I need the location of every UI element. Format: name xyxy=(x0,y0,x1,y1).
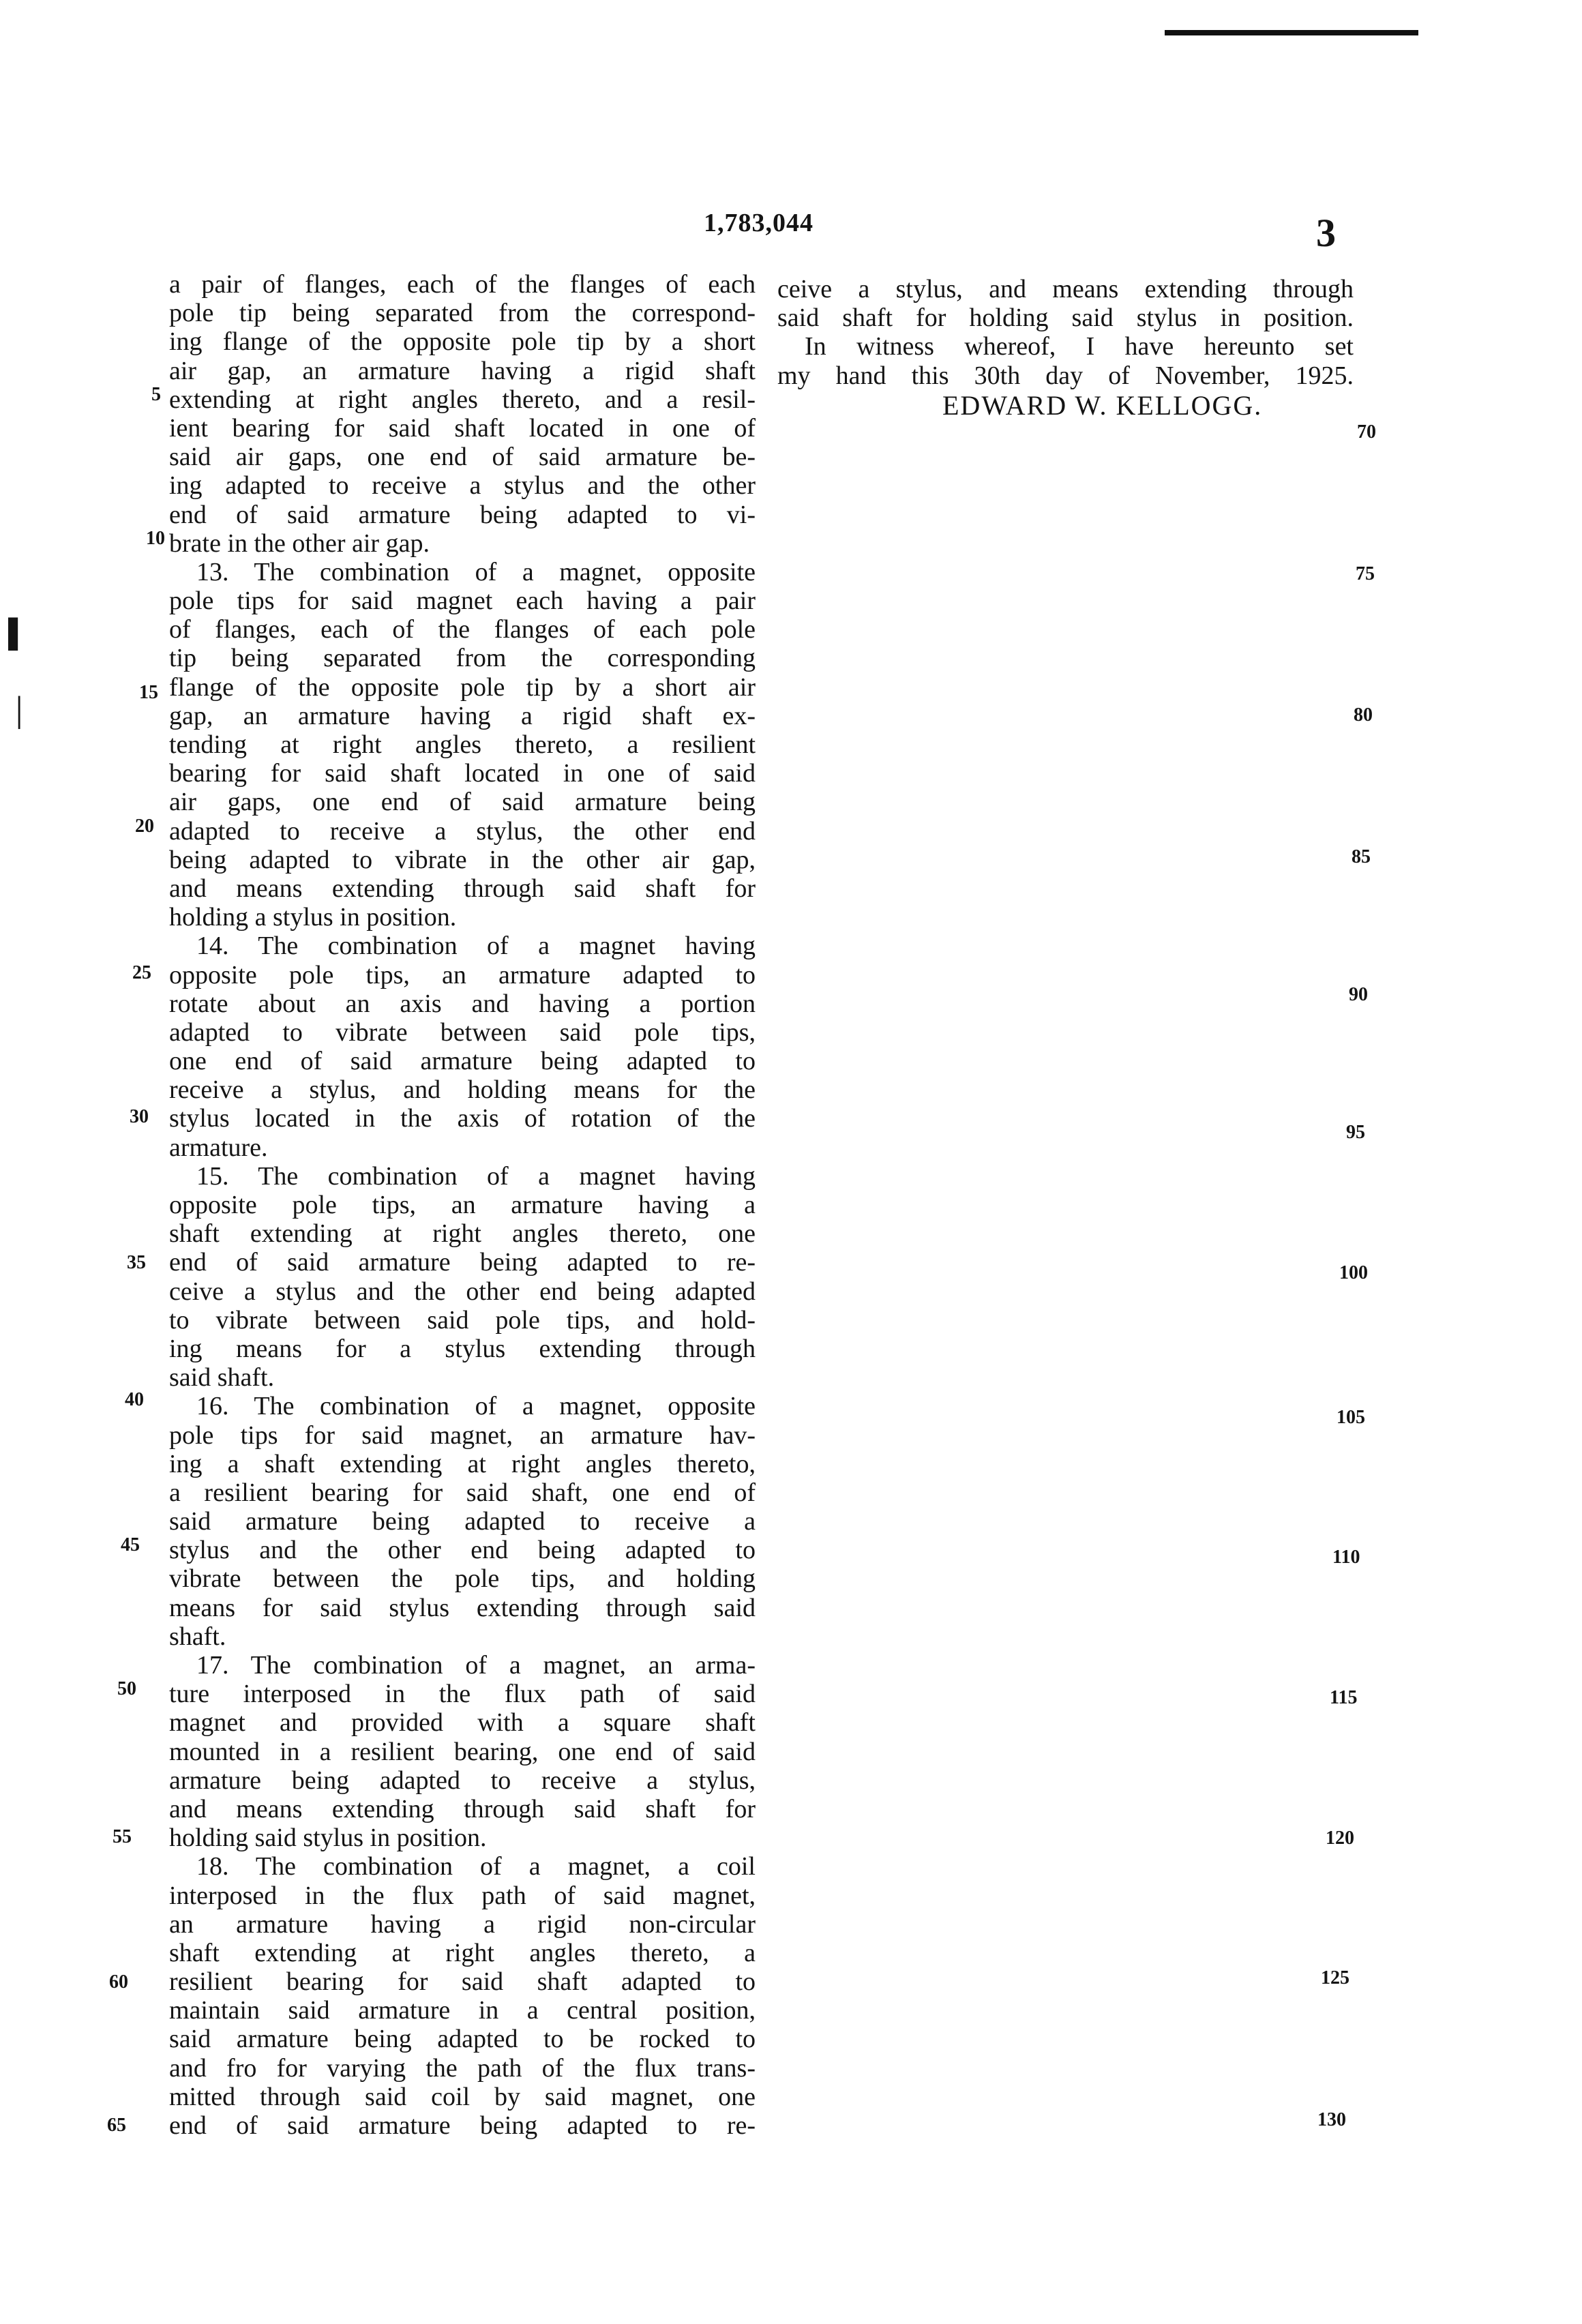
text-line: gap, an armature having a rigid shaft ex- xyxy=(169,701,756,730)
line-number: 35 xyxy=(127,1252,146,1273)
line-number: 110 xyxy=(1332,1547,1360,1568)
text-line: and fro for varying the path of the flux trans- xyxy=(169,2053,756,2083)
inventor-signature: EDWARD W. KELLOGG. xyxy=(942,390,1263,421)
text-line: rotate about an axis and having a portion xyxy=(169,989,756,1018)
text-line: opposite pole tips, an armature having a xyxy=(169,1191,756,1219)
line-number: 60 xyxy=(109,1971,128,1993)
page-number: 3 xyxy=(1316,211,1336,255)
text-line: said shaft for holding said stylus in position. xyxy=(777,303,1354,333)
text-line: adapted to vibrate between said pole tips, xyxy=(169,1017,756,1047)
line-number: 105 xyxy=(1337,1407,1365,1428)
line-number: 90 xyxy=(1349,984,1368,1005)
line-number: 30 xyxy=(130,1106,149,1127)
text-line: means for said stylus extending through said xyxy=(169,1593,756,1622)
line-number: 125 xyxy=(1321,1967,1349,1988)
text-line: stylus located in the axis of rotation of the xyxy=(169,1104,756,1133)
text-line: air gap, an armature having a rigid shaft xyxy=(169,356,756,385)
text-line: ing flange of the opposite pole tip by a short xyxy=(169,327,756,357)
text-line: said air gaps, one end of said armature be- xyxy=(169,443,756,472)
text-line: resilient bearing for said shaft adapted to xyxy=(169,1967,756,1997)
text-line: brate in the other air gap. xyxy=(169,528,430,558)
text-line: ient bearing for said shaft located in one of xyxy=(169,413,756,443)
line-number: 130 xyxy=(1317,2109,1346,2130)
line-number: 20 xyxy=(135,816,154,837)
claim-18-start: 18. The combination of a magnet, a coil xyxy=(196,1852,756,1881)
text-line: end of said armature being adapted to re- xyxy=(169,1248,756,1277)
text-line: tending at right angles thereto, a resilient xyxy=(169,730,756,759)
text-line: ceive a stylus, and means extending through xyxy=(777,275,1354,303)
text-line: a pair of flanges, each of the flanges of each xyxy=(169,270,756,299)
text-line: one end of said armature being adapted to xyxy=(169,1047,756,1076)
text-line: end of said armature being adapted to re- xyxy=(169,2111,756,2140)
line-number: 10 xyxy=(146,528,165,549)
text-line: stylus and the other end being adapted to xyxy=(169,1536,756,1565)
text-line: bearing for said shaft located in one of said xyxy=(169,759,756,788)
line-number: 55 xyxy=(113,1826,132,1847)
line-number: 75 xyxy=(1356,563,1375,584)
text-line: ing means for a stylus extending through xyxy=(169,1334,756,1363)
text-line: said armature being adapted to receive a xyxy=(169,1507,756,1536)
line-number: 115 xyxy=(1330,1687,1358,1708)
text-line: armature being adapted to receive a stylus, xyxy=(169,1766,756,1795)
line-number: 95 xyxy=(1346,1122,1365,1143)
line-number: 70 xyxy=(1357,421,1376,443)
text-line: ing adapted to receive a stylus and the other xyxy=(169,471,756,501)
text-line: and means extending through said shaft for xyxy=(169,874,756,903)
text-line: shaft extending at right angles thereto, one xyxy=(169,1219,756,1249)
witness-clause: In witness whereof, I have hereunto set xyxy=(805,332,1354,361)
line-number: 100 xyxy=(1339,1262,1368,1283)
text-line: shaft. xyxy=(169,1622,226,1651)
line-number: 25 xyxy=(132,962,151,983)
text-line: air gaps, one end of said armature being xyxy=(169,788,756,817)
text-line: extending at right angles thereto, and a resil- xyxy=(169,385,756,414)
text-line: armature. xyxy=(169,1133,268,1162)
text-line: pole tip being separated from the correspond- xyxy=(169,299,756,328)
text-line: magnet and provided with a square shaft xyxy=(169,1708,756,1738)
text-line: said armature being adapted to be rocked to xyxy=(169,2025,756,2054)
text-line: said shaft. xyxy=(169,1363,275,1392)
text-line: shaft extending at right angles thereto, a xyxy=(169,1938,756,1967)
text-line: tip being separated from the corresponding xyxy=(169,644,756,673)
text-line: maintain said armature in a central position, xyxy=(169,1996,756,2025)
text-line: pole tips for said magnet, an armature hav- xyxy=(169,1420,756,1450)
claim-17-start: 17. The combination of a magnet, an arma- xyxy=(196,1651,756,1680)
text-line: ture interposed in the flux path of said xyxy=(169,1680,756,1709)
text-line: receive a stylus, and holding means for the xyxy=(169,1075,756,1105)
text-line: adapted to receive a stylus, the other end xyxy=(169,816,756,846)
top-rule xyxy=(1165,30,1418,35)
right-text-column xyxy=(777,275,1354,390)
text-line: end of said armature being adapted to vi- xyxy=(169,500,756,529)
margin-mark: ▌ xyxy=(8,618,28,649)
text-line: vibrate between the pole tips, and holding xyxy=(169,1564,756,1594)
line-number: 80 xyxy=(1354,704,1373,726)
line-number: 5 xyxy=(151,384,161,405)
text-line: a resilient bearing for said shaft, one end of xyxy=(169,1478,756,1507)
text-line: holding said stylus in position. xyxy=(169,1823,487,1853)
claim-15-start: 15. The combination of a magnet having xyxy=(196,1161,756,1191)
claim-14-start: 14. The combination of a magnet having xyxy=(196,932,756,961)
patent-number: 1,783,044 xyxy=(704,209,814,237)
text-line: my hand this 30th day of November, 1925. xyxy=(777,361,1354,390)
line-number: 45 xyxy=(121,1534,140,1555)
text-line: pole tips for said magnet each having a pair xyxy=(169,586,756,616)
line-number: 120 xyxy=(1326,1828,1354,1849)
text-line: mitted through said coil by said magnet, one xyxy=(169,2082,756,2111)
text-line: flange of the opposite pole tip by a short air xyxy=(169,672,756,702)
text-line: mounted in a resilient bearing, one end of said xyxy=(169,1737,756,1766)
text-line: holding a stylus in position. xyxy=(169,903,457,932)
text-line: interposed in the flux path of said magnet, xyxy=(169,1881,756,1910)
text-line: and means extending through said shaft for xyxy=(169,1794,756,1823)
claim-16-start: 16. The combination of a magnet, opposite xyxy=(196,1392,756,1421)
claim-13-start: 13. The combination of a magnet, opposite xyxy=(196,557,756,586)
line-number: 50 xyxy=(117,1678,136,1699)
line-number: 85 xyxy=(1352,846,1371,867)
text-line: an armature having a rigid non-circular xyxy=(169,1909,756,1939)
text-line: being adapted to vibrate in the other air gap, xyxy=(169,845,756,874)
text-line: ing a shaft extending at right angles thereto, xyxy=(169,1449,756,1478)
left-text-column xyxy=(169,270,756,2140)
line-number: 65 xyxy=(107,2115,126,2136)
text-line: opposite pole tips, an armature adapted to xyxy=(169,960,756,989)
margin-mark: │ xyxy=(10,696,29,727)
text-line: ceive a stylus and the other end being adapted xyxy=(169,1277,756,1306)
text-line: of flanges, each of the flanges of each pole xyxy=(169,615,756,644)
line-number: 15 xyxy=(139,682,158,703)
line-number: 40 xyxy=(125,1389,144,1410)
text-line: to vibrate between said pole tips, and hold- xyxy=(169,1305,756,1335)
